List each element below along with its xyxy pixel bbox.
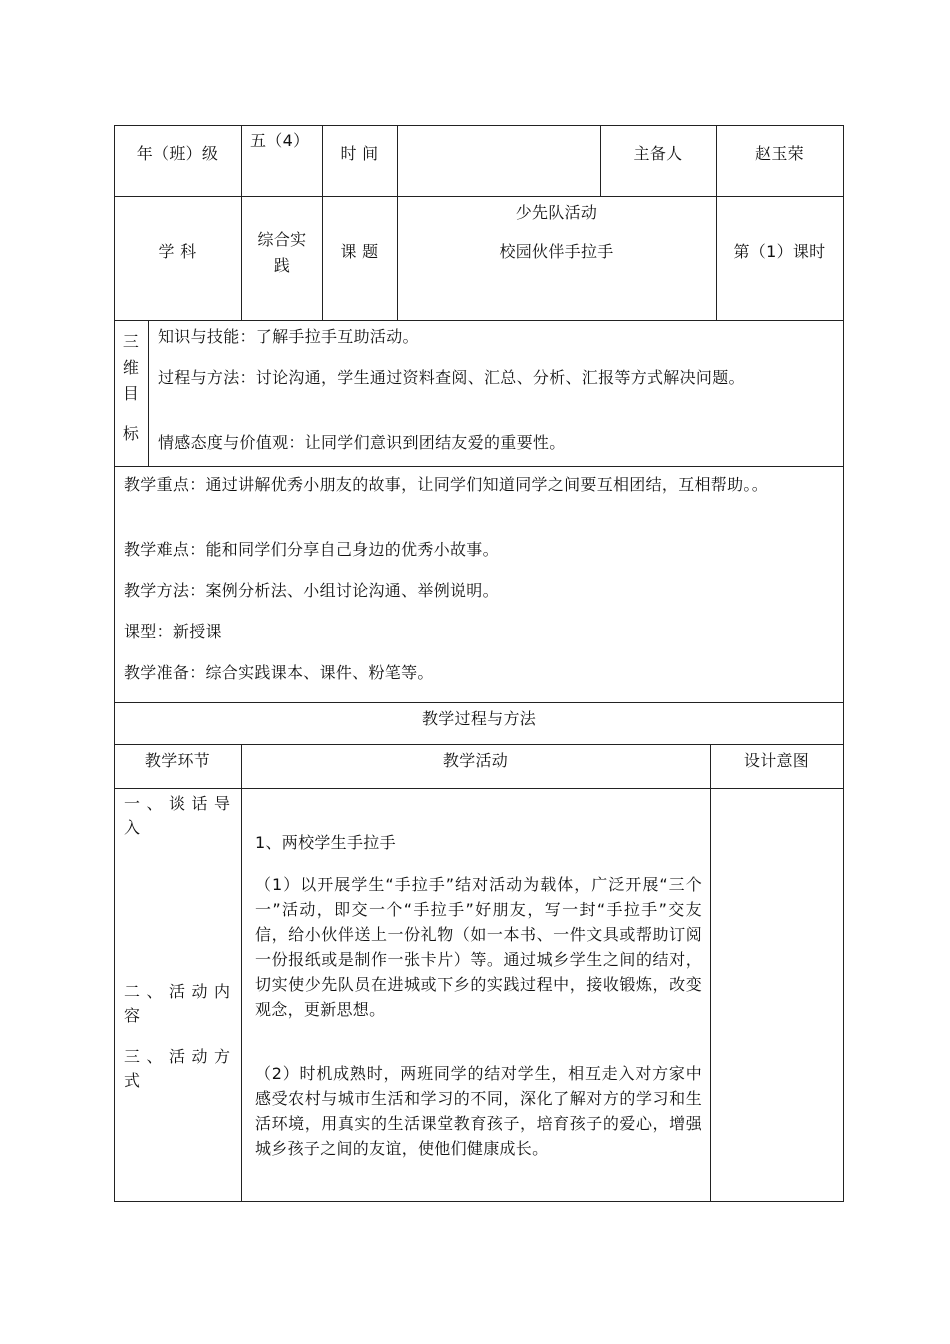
row-divider: [114, 702, 844, 703]
process-section-title: 教学过程与方法: [421, 709, 537, 728]
lead-teacher-label: 主备人: [633, 144, 683, 163]
table-border-right: [843, 125, 844, 1201]
row-divider: [114, 744, 844, 745]
col-divider: [241, 125, 242, 320]
goal-knowledge: 知识与技能：了解手拉手互助活动。: [158, 327, 419, 346]
activity-title: 1、两校学生手拉手: [255, 833, 396, 852]
lead-teacher-value: 赵玉荣: [755, 144, 804, 163]
difficulty: 教学难点：能和同学们分享自己身边的优秀小故事。: [124, 540, 499, 559]
goal-process: 过程与方法：讨论沟通，学生通过资料查阅、汇总、分析、汇报等方式解决问题。: [158, 368, 745, 387]
teaching-method: 教学方法：案例分析法、小组讨论沟通、举例说明。: [124, 581, 499, 600]
col-divider: [710, 744, 711, 1201]
goals-side-char: 标: [122, 424, 140, 443]
row-divider: [114, 196, 844, 197]
table-border-left: [114, 125, 115, 1201]
grade-label: 年（班）级: [136, 144, 219, 163]
topic-line-2: 校园伙伴手拉手: [499, 242, 614, 261]
col-header-intent: 设计意图: [743, 751, 810, 770]
preparation: 教学准备：综合实践课本、课件、粉笔等。: [124, 663, 434, 682]
stage-method: 三、活动方式: [124, 1047, 234, 1090]
activity-paragraph-1: （1）以开展学生“手拉手”结对活动为载体，广泛开展“三个一”活动，即交一个“手拉手”好朋友，写一封“手拉手”交友信，给小伙伴送上一份礼物（如一本书、一件文具或帮助订阅一份报纸或是制作一张卡片）等。通过城乡学生之间的结对，切实使少先队员在进城或下乡的实践过程中，接收锻炼，改变观念，更新思想。: [255, 875, 702, 1019]
row-divider: [114, 320, 844, 321]
col-divider: [241, 744, 242, 1201]
col-header-stage: 教学环节: [144, 751, 211, 770]
key-point: 教学重点：通过讲解优秀小朋友的故事，让同学们知道同学之间要互相团结，互相帮助。。: [124, 475, 769, 494]
activity-paragraph-2: （2）时机成熟时，两班同学的结对学生，相互走入对方家中感受农村与城市生活和学习的不同，深化了解对方的学习和生活环境，用真实的生活课堂教育孩子，培育孩子的爱心，增强城乡孩子之间的友谊，使他们健康成长。: [255, 1064, 702, 1158]
topic-label: 课 题: [340, 242, 379, 261]
table-border-top: [114, 125, 844, 126]
goals-side-char: 目: [122, 384, 140, 403]
table-border-bottom: [114, 1201, 844, 1202]
stage-content: 二、活动内容: [124, 982, 234, 1025]
subject-label: 学 科: [158, 242, 197, 261]
row-divider: [114, 466, 844, 467]
lesson-type: 课型：新授课: [124, 622, 222, 641]
col-header-activity: 教学活动: [442, 751, 509, 770]
row-divider: [114, 788, 844, 789]
goals-side-char: 维: [122, 358, 140, 377]
topic-line-1: 少先队活动: [515, 203, 598, 222]
goals-side-char: 三: [122, 332, 140, 351]
stage-intro: 一、谈话导入: [124, 794, 234, 837]
time-label: 时 间: [340, 144, 379, 163]
subject-value: 综合实践: [257, 230, 307, 275]
grade-value: 五（4）: [250, 131, 310, 150]
col-divider: [148, 320, 149, 466]
goal-emotion: 情感态度与价值观：让同学们意识到团结友爱的重要性。: [158, 433, 566, 452]
lesson-number: 第（1）课时: [733, 242, 826, 261]
